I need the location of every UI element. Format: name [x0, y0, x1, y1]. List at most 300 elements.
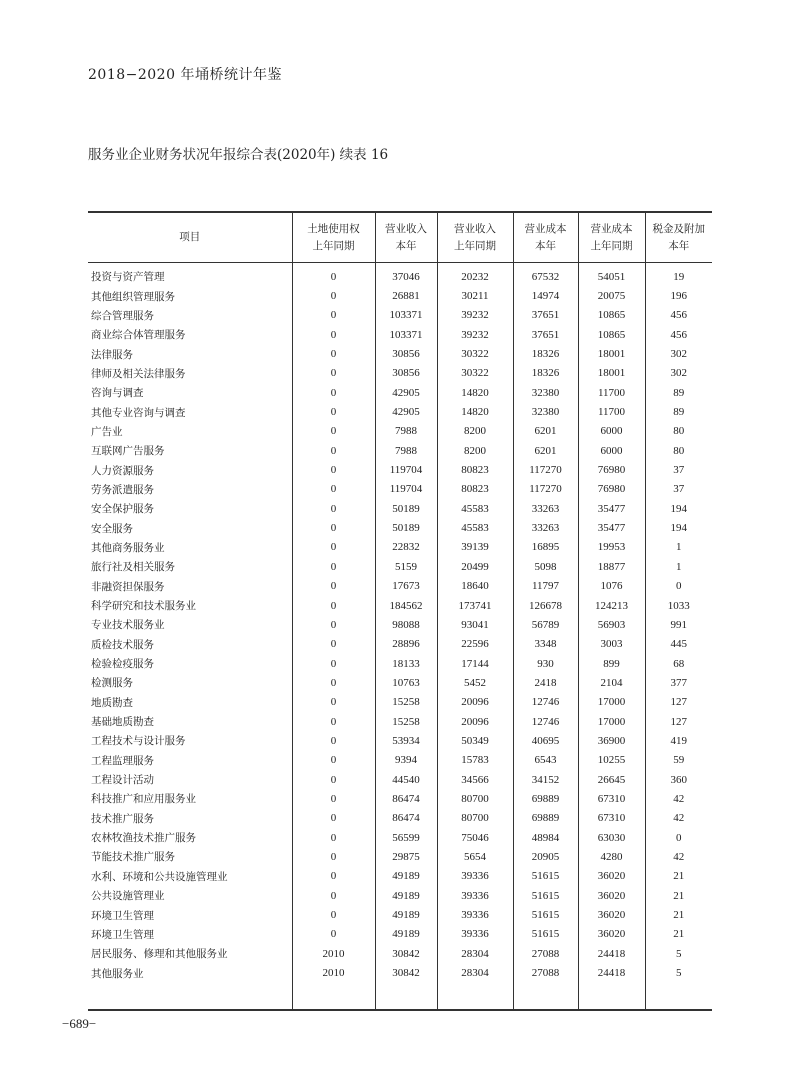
cell-value: 20096: [437, 693, 513, 712]
cell-value: 0: [292, 325, 375, 344]
cell-value: 0: [292, 596, 375, 615]
cell-value: 51615: [513, 886, 578, 905]
cell-value: 18326: [513, 344, 578, 363]
cell-value: 80700: [437, 789, 513, 808]
table-row: [88, 441, 712, 460]
cell-value: 36020: [578, 925, 645, 944]
cell-value: 45583: [437, 499, 513, 518]
column-header-line2: 上年同期: [590, 239, 633, 252]
table-row: [88, 538, 712, 557]
row-label: 人力资源服务: [91, 464, 154, 477]
cell-value: 302: [645, 364, 712, 383]
table-row: [88, 422, 712, 441]
column-header: [513, 213, 578, 263]
cell-value: 49189: [375, 905, 437, 924]
column-header: [292, 213, 375, 263]
cell-value: 7988: [375, 441, 437, 460]
cell-value: 51615: [513, 867, 578, 886]
cell-value: 5098: [513, 557, 578, 576]
table-row: [88, 286, 712, 305]
cell-value: 18001: [578, 364, 645, 383]
cell-value: 20905: [513, 847, 578, 866]
cell-value: 39336: [437, 867, 513, 886]
cell-value: 3348: [513, 635, 578, 654]
cell-value: 6000: [578, 422, 645, 441]
cell-value: 80: [645, 422, 712, 441]
column-header-line1: 土地使用权: [307, 222, 360, 235]
table-row: [88, 499, 712, 518]
cell-value: 56903: [578, 615, 645, 634]
column-header: [375, 213, 437, 263]
cell-value: 0: [292, 770, 375, 789]
cell-value: 0: [292, 306, 375, 325]
cell-value: 20096: [437, 712, 513, 731]
cell-value: 127: [645, 712, 712, 731]
cell-value: 456: [645, 325, 712, 344]
row-label: 其他商务服务业: [91, 541, 165, 554]
cell-value: 2418: [513, 673, 578, 692]
empty-cell: [513, 983, 578, 1009]
table-row: [88, 847, 712, 866]
cell-value: 45583: [437, 518, 513, 537]
cell-value: 0: [292, 905, 375, 924]
cell-value: 930: [513, 654, 578, 673]
cell-value: 7988: [375, 422, 437, 441]
row-label: 旅行社及相关服务: [91, 561, 175, 574]
cell-value: 124213: [578, 596, 645, 615]
cell-value: 36900: [578, 731, 645, 750]
cell-value: 11797: [513, 577, 578, 596]
cell-value: 37: [645, 460, 712, 479]
cell-value: 17000: [578, 712, 645, 731]
cell-value: 173741: [437, 596, 513, 615]
cell-value: 8200: [437, 422, 513, 441]
cell-value: 22596: [437, 635, 513, 654]
cell-value: 51615: [513, 905, 578, 924]
cell-value: 29875: [375, 847, 437, 866]
cell-value: 86474: [375, 809, 437, 828]
cell-value: 98088: [375, 615, 437, 634]
row-label: 环境卫生管理: [91, 909, 154, 922]
table-row: [88, 925, 712, 944]
cell-value: 18877: [578, 557, 645, 576]
column-header-line1: 营业成本: [524, 222, 567, 235]
table-row: [88, 809, 712, 828]
cell-value: 59: [645, 751, 712, 770]
cell-value: 5159: [375, 557, 437, 576]
data-table: [88, 211, 712, 1011]
cell-value: 0: [292, 344, 375, 363]
cell-value: 194: [645, 518, 712, 537]
cell-value: 103371: [375, 325, 437, 344]
cell-value: 10865: [578, 306, 645, 325]
column-header-line1: 项目: [179, 231, 201, 243]
cell-value: 33263: [513, 499, 578, 518]
row-label: 综合管理服务: [91, 309, 154, 322]
cell-value: 0: [292, 809, 375, 828]
column-header: [88, 213, 292, 263]
table-row: [88, 905, 712, 924]
cell-value: 126678: [513, 596, 578, 615]
cell-value: 3003: [578, 635, 645, 654]
column-header: [437, 213, 513, 263]
column-header-line1: 营业收入: [385, 222, 427, 235]
cell-value: 28896: [375, 635, 437, 654]
cell-value: 0: [292, 925, 375, 944]
cell-value: 80: [645, 441, 712, 460]
cell-value: 26881: [375, 286, 437, 305]
cell-value: 0: [292, 847, 375, 866]
cell-value: 21: [645, 886, 712, 905]
table-row: [88, 886, 712, 905]
table-row: [88, 615, 712, 634]
cell-value: 0: [292, 693, 375, 712]
table-row: [88, 364, 712, 383]
cell-value: 456: [645, 306, 712, 325]
table-row: [88, 325, 712, 344]
cell-value: 30842: [375, 944, 437, 963]
column-header-line2: 上年同期: [454, 239, 496, 252]
row-label: 专业技术服务业: [91, 619, 165, 632]
cell-value: 0: [292, 635, 375, 654]
row-label: 广告业: [91, 425, 123, 438]
table-padding-row: [88, 983, 712, 1009]
cell-value: 75046: [437, 828, 513, 847]
table-row: [88, 751, 712, 770]
cell-value: 11700: [578, 402, 645, 421]
page-number: −689−: [62, 1016, 97, 1031]
cell-value: 28304: [437, 963, 513, 982]
cell-value: 30322: [437, 364, 513, 383]
table-row: [88, 402, 712, 421]
cell-value: 34152: [513, 770, 578, 789]
cell-value: 5452: [437, 673, 513, 692]
cell-value: 93041: [437, 615, 513, 634]
cell-value: 8200: [437, 441, 513, 460]
table-row: [88, 731, 712, 750]
table-row: [88, 480, 712, 499]
row-label: 检测服务: [91, 677, 133, 690]
cell-value: 39232: [437, 306, 513, 325]
cell-value: 899: [578, 654, 645, 673]
cell-value: 39336: [437, 905, 513, 924]
row-label: 安全服务: [91, 522, 133, 535]
row-label: 工程设计活动: [91, 774, 154, 787]
cell-value: 0: [645, 577, 712, 596]
table-row: [88, 944, 712, 963]
cell-value: 1076: [578, 577, 645, 596]
row-label: 地质勘查: [91, 696, 133, 709]
cell-value: 2104: [578, 673, 645, 692]
column-header-line2: 上年同期: [312, 239, 355, 252]
cell-value: 42: [645, 847, 712, 866]
cell-value: 49189: [375, 867, 437, 886]
table-row: [88, 963, 712, 982]
cell-value: 21: [645, 905, 712, 924]
cell-value: 24418: [578, 944, 645, 963]
cell-value: 119704: [375, 480, 437, 499]
cell-value: 10255: [578, 751, 645, 770]
cell-value: 30842: [375, 963, 437, 982]
row-label: 居民服务、修理和其他服务业: [91, 948, 228, 961]
cell-value: 76980: [578, 480, 645, 499]
cell-value: 67310: [578, 809, 645, 828]
table-row: [88, 693, 712, 712]
cell-value: 40695: [513, 731, 578, 750]
cell-value: 14974: [513, 286, 578, 305]
column-header-line2: 本年: [535, 239, 556, 252]
table-row: [88, 383, 712, 402]
row-label: 劳务派遣服务: [91, 483, 154, 496]
cell-value: 17673: [375, 577, 437, 596]
table-row: [88, 596, 712, 615]
cell-value: 0: [292, 263, 375, 287]
empty-cell: [88, 983, 292, 1009]
cell-value: 69889: [513, 789, 578, 808]
row-label: 科技推广和应用服务业: [91, 793, 196, 806]
table-row: [88, 712, 712, 731]
row-label: 法律服务: [91, 348, 133, 361]
cell-value: 32380: [513, 402, 578, 421]
cell-value: 6201: [513, 441, 578, 460]
cell-value: 54051: [578, 263, 645, 287]
cell-value: 28304: [437, 944, 513, 963]
row-label: 质检技术服务: [91, 638, 154, 651]
row-label: 投资与资产管理: [91, 271, 165, 284]
cell-value: 56789: [513, 615, 578, 634]
column-header: [645, 213, 712, 263]
cell-value: 14820: [437, 402, 513, 421]
cell-value: 11700: [578, 383, 645, 402]
cell-value: 0: [292, 499, 375, 518]
empty-cell: [437, 983, 513, 1009]
cell-value: 184562: [375, 596, 437, 615]
cell-value: 21: [645, 925, 712, 944]
row-label: 节能技术推广服务: [91, 851, 175, 864]
column-header-line2: 本年: [395, 239, 417, 252]
row-label: 科学研究和技术服务业: [91, 600, 196, 613]
row-label: 律师及相关法律服务: [91, 367, 186, 380]
cell-value: 22832: [375, 538, 437, 557]
row-label: 非融资担保服务: [91, 580, 165, 593]
cell-value: 30856: [375, 364, 437, 383]
cell-value: 20232: [437, 263, 513, 287]
row-label: 其他服务业: [91, 967, 144, 980]
cell-value: 80823: [437, 480, 513, 499]
cell-value: 37046: [375, 263, 437, 287]
cell-value: 63030: [578, 828, 645, 847]
row-label: 咨询与调查: [91, 387, 144, 400]
cell-value: 0: [292, 673, 375, 692]
column-header-line1: 税金及附加: [652, 222, 705, 235]
cell-value: 12746: [513, 693, 578, 712]
cell-value: 34566: [437, 770, 513, 789]
cell-value: 35477: [578, 499, 645, 518]
table-row: [88, 635, 712, 654]
cell-value: 49189: [375, 925, 437, 944]
cell-value: 4280: [578, 847, 645, 866]
cell-value: 86474: [375, 789, 437, 808]
cell-value: 5654: [437, 847, 513, 866]
row-label: 其他组织管理服务: [91, 290, 175, 303]
cell-value: 6543: [513, 751, 578, 770]
row-label: 其他专业咨询与调查: [91, 406, 186, 419]
cell-value: 0: [292, 654, 375, 673]
cell-value: 377: [645, 673, 712, 692]
cell-value: 103371: [375, 306, 437, 325]
row-label: 工程技术与设计服务: [91, 735, 186, 748]
cell-value: 18001: [578, 344, 645, 363]
cell-value: 42905: [375, 383, 437, 402]
cell-value: 9394: [375, 751, 437, 770]
cell-value: 6000: [578, 441, 645, 460]
cell-value: 0: [292, 441, 375, 460]
cell-value: 76980: [578, 460, 645, 479]
cell-value: 0: [292, 286, 375, 305]
cell-value: 2010: [292, 944, 375, 963]
cell-value: 51615: [513, 925, 578, 944]
cell-value: 196: [645, 286, 712, 305]
cell-value: 42: [645, 809, 712, 828]
table-header: [88, 213, 712, 263]
table-row: [88, 460, 712, 479]
cell-value: 117270: [513, 480, 578, 499]
cell-value: 80823: [437, 460, 513, 479]
row-label: 农林牧渔技术推广服务: [91, 832, 196, 845]
cell-value: 0: [292, 577, 375, 596]
cell-value: 6201: [513, 422, 578, 441]
cell-value: 36020: [578, 905, 645, 924]
cell-value: 44540: [375, 770, 437, 789]
cell-value: 35477: [578, 518, 645, 537]
cell-value: 26645: [578, 770, 645, 789]
cell-value: 39336: [437, 886, 513, 905]
column-header-line2: 本年: [668, 239, 690, 252]
cell-value: 0: [292, 789, 375, 808]
row-label: 公共设施管理业: [91, 890, 165, 903]
row-label: 互联网广告服务: [91, 445, 165, 458]
cell-value: 17144: [437, 654, 513, 673]
row-label: 技术推广服务: [91, 812, 154, 825]
cell-value: 69889: [513, 809, 578, 828]
cell-value: 0: [645, 828, 712, 847]
cell-value: 36020: [578, 867, 645, 886]
cell-value: 50189: [375, 518, 437, 537]
cell-value: 10865: [578, 325, 645, 344]
cell-value: 18326: [513, 364, 578, 383]
cell-value: 17000: [578, 693, 645, 712]
column-header-line1: 营业收入: [454, 222, 496, 235]
row-label: 检验检疫服务: [91, 658, 154, 671]
cell-value: 50189: [375, 499, 437, 518]
cell-value: 30856: [375, 344, 437, 363]
cell-value: 24418: [578, 963, 645, 982]
cell-value: 0: [292, 751, 375, 770]
row-label: 基础地质勘查: [91, 716, 154, 729]
cell-value: 445: [645, 635, 712, 654]
empty-cell: [578, 983, 645, 1009]
row-label: 工程监理服务: [91, 754, 154, 767]
cell-value: 49189: [375, 886, 437, 905]
cell-value: 37651: [513, 325, 578, 344]
table-row: [88, 654, 712, 673]
cell-value: 16895: [513, 538, 578, 557]
cell-value: 67532: [513, 263, 578, 287]
cell-value: 0: [292, 538, 375, 557]
empty-cell: [292, 983, 375, 1009]
cell-value: 0: [292, 731, 375, 750]
cell-value: 117270: [513, 460, 578, 479]
cell-value: 0: [292, 886, 375, 905]
row-label: 商业综合体管理服务: [91, 329, 186, 342]
cell-value: 0: [292, 712, 375, 731]
cell-value: 1: [645, 538, 712, 557]
cell-value: 18640: [437, 577, 513, 596]
cell-value: 32380: [513, 383, 578, 402]
cell-value: 39232: [437, 325, 513, 344]
empty-cell: [375, 983, 437, 1009]
cell-value: 1: [645, 557, 712, 576]
cell-value: 27088: [513, 944, 578, 963]
table-row: [88, 557, 712, 576]
cell-value: 14820: [437, 383, 513, 402]
row-label: 水利、环境和公共设施管理业: [91, 870, 228, 883]
cell-value: 19953: [578, 538, 645, 557]
table-row: [88, 770, 712, 789]
cell-value: 37: [645, 480, 712, 499]
cell-value: 56599: [375, 828, 437, 847]
cell-value: 19: [645, 263, 712, 287]
table-row: [88, 263, 712, 287]
table-row: [88, 518, 712, 537]
table-row: [88, 828, 712, 847]
cell-value: 68: [645, 654, 712, 673]
cell-value: 89: [645, 402, 712, 421]
cell-value: 194: [645, 499, 712, 518]
cell-value: 27088: [513, 963, 578, 982]
cell-value: 5: [645, 963, 712, 982]
cell-value: 50349: [437, 731, 513, 750]
table-row: [88, 789, 712, 808]
table-row: [88, 673, 712, 692]
cell-value: 67310: [578, 789, 645, 808]
cell-value: 42: [645, 789, 712, 808]
cell-value: 0: [292, 364, 375, 383]
cell-value: 419: [645, 731, 712, 750]
table-row: [88, 577, 712, 596]
cell-value: 80700: [437, 809, 513, 828]
cell-value: 5: [645, 944, 712, 963]
cell-value: 360: [645, 770, 712, 789]
cell-value: 33263: [513, 518, 578, 537]
running-head: 2018−2020 年埇桥统计年鉴: [88, 67, 282, 83]
cell-value: 0: [292, 383, 375, 402]
cell-value: 0: [292, 867, 375, 886]
column-header-line1: 营业成本: [590, 222, 633, 235]
cell-value: 15258: [375, 693, 437, 712]
cell-value: 21: [645, 867, 712, 886]
cell-value: 0: [292, 402, 375, 421]
cell-value: 0: [292, 557, 375, 576]
cell-value: 0: [292, 518, 375, 537]
cell-value: 37651: [513, 306, 578, 325]
cell-value: 20499: [437, 557, 513, 576]
cell-value: 20075: [578, 286, 645, 305]
cell-value: 0: [292, 480, 375, 499]
cell-value: 53934: [375, 731, 437, 750]
cell-value: 0: [292, 422, 375, 441]
cell-value: 0: [292, 460, 375, 479]
